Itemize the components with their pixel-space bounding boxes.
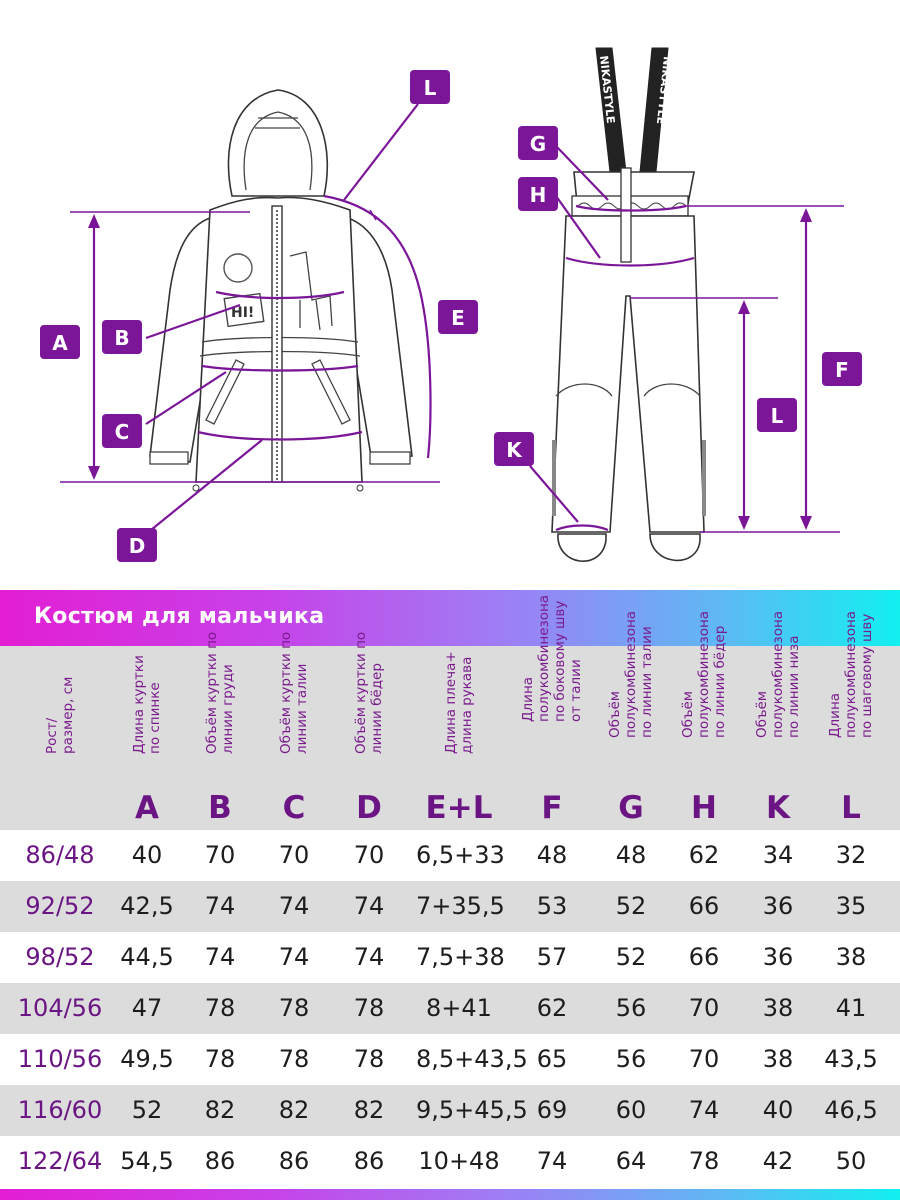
size-cell: 122/64 xyxy=(17,1147,103,1175)
value-cell: 65 xyxy=(536,1045,568,1073)
value-cell: 82 xyxy=(353,1096,385,1124)
value-cell: 46,5 xyxy=(824,1096,878,1124)
value-cell: 86 xyxy=(278,1147,310,1175)
svg-text:F: F xyxy=(835,358,849,382)
svg-text:D: D xyxy=(128,534,146,558)
value-cell: 32 xyxy=(835,841,867,869)
header-col-3 xyxy=(257,631,331,830)
size-cell: 116/60 xyxy=(17,1096,103,1124)
header-letter: D xyxy=(356,790,382,826)
header-label: Длина плеча+ длина рукава xyxy=(443,651,475,754)
svg-text:B: B xyxy=(114,326,130,350)
value-cell: 53 xyxy=(536,892,568,920)
header-label: Объём куртки по линии бёдер xyxy=(353,631,385,754)
value-cell: 8+41 xyxy=(426,994,492,1022)
badge-d xyxy=(117,528,157,562)
value-cell: 42 xyxy=(762,1147,794,1175)
jacket-illustration xyxy=(150,90,412,491)
svg-text:H: H xyxy=(529,183,547,207)
svg-text:G: G xyxy=(529,132,547,156)
table-row xyxy=(0,1034,900,1085)
svg-text:L: L xyxy=(423,76,437,100)
value-cell: 64 xyxy=(615,1147,647,1175)
header-letter: K xyxy=(765,790,791,826)
value-cell: 6,5+33 xyxy=(416,841,505,869)
badge-g xyxy=(518,126,558,160)
value-cell: 38 xyxy=(835,943,867,971)
value-cell: 49,5 xyxy=(120,1045,174,1073)
value-cell: 62 xyxy=(536,994,568,1022)
header-letter: A xyxy=(135,790,159,826)
value-cell: 48 xyxy=(536,841,568,869)
size-cell: 86/48 xyxy=(25,841,95,869)
badge-a xyxy=(40,325,80,359)
value-cell: 38 xyxy=(762,1045,794,1073)
badge-h xyxy=(518,177,558,211)
value-cell: 36 xyxy=(762,892,794,920)
strap-text-right: NIKASTYLE xyxy=(653,55,674,125)
header-letter: E+L xyxy=(425,790,493,826)
badge-e xyxy=(438,300,478,334)
value-cell: 8,5+43,5 xyxy=(416,1045,528,1073)
value-cell: 40 xyxy=(131,841,163,869)
value-cell: 86 xyxy=(204,1147,236,1175)
header-letter: H xyxy=(691,790,717,826)
header-col-1 xyxy=(110,646,184,830)
size-cell: 104/56 xyxy=(17,994,103,1022)
header-letter: C xyxy=(282,790,306,826)
header-label: Объём полукомбинезона по линии низа xyxy=(754,610,802,738)
value-cell: 74 xyxy=(278,892,310,920)
value-cell: 36 xyxy=(762,943,794,971)
header-col-2 xyxy=(183,631,257,830)
value-cell: 74 xyxy=(536,1147,568,1175)
header-col-7 xyxy=(594,610,668,830)
value-cell: 54,5 xyxy=(120,1147,174,1175)
value-cell: 70 xyxy=(204,841,236,869)
header-label: Длина куртки по спинке xyxy=(131,655,163,754)
value-cell: 78 xyxy=(278,994,310,1022)
header-letter: B xyxy=(208,790,232,826)
value-cell: 56 xyxy=(615,1045,647,1073)
table-row xyxy=(0,983,900,1034)
table-row xyxy=(0,881,900,932)
value-cell: 52 xyxy=(615,892,647,920)
value-cell: 50 xyxy=(835,1147,867,1175)
value-cell: 74 xyxy=(688,1096,720,1124)
header-label: Длина полукомбинезона по боковому шву от талии xyxy=(520,594,584,722)
table-row xyxy=(0,1085,900,1136)
value-cell: 86 xyxy=(353,1147,385,1175)
jacket-print-text: HI! xyxy=(231,305,255,321)
badge-l-overalls xyxy=(757,398,797,432)
header-label: Объём полукомбинезона по линии талии xyxy=(607,610,655,738)
banner-title: Костюм для мальчика xyxy=(34,604,325,629)
value-cell: 78 xyxy=(278,1045,310,1073)
badge-k xyxy=(494,432,534,466)
header-letter: F xyxy=(541,790,563,826)
table-row xyxy=(0,830,900,881)
value-cell: 78 xyxy=(353,1045,385,1073)
header-col-4 xyxy=(332,631,406,830)
value-cell: 74 xyxy=(204,943,236,971)
svg-text:K: K xyxy=(506,438,522,462)
value-cell: 38 xyxy=(762,994,794,1022)
header-label: Длина полукомбинезона по шаговому шву xyxy=(827,610,875,738)
value-cell: 10+48 xyxy=(418,1147,500,1175)
badge-l-jacket xyxy=(410,70,450,104)
badge-c xyxy=(102,414,142,448)
overalls-illustration xyxy=(552,48,706,561)
header-label: Рост/ размер, см xyxy=(44,676,76,754)
value-cell: 70 xyxy=(278,841,310,869)
value-cell: 34 xyxy=(762,841,794,869)
value-cell: 70 xyxy=(688,1045,720,1073)
value-cell: 9,5+45,5 xyxy=(416,1096,528,1124)
svg-text:C: C xyxy=(114,420,130,444)
value-cell: 78 xyxy=(688,1147,720,1175)
table-row xyxy=(0,1136,900,1187)
svg-text:A: A xyxy=(52,331,68,355)
value-cell: 48 xyxy=(615,841,647,869)
value-cell: 41 xyxy=(835,994,867,1022)
value-cell: 78 xyxy=(204,994,236,1022)
header-col-9 xyxy=(741,610,815,830)
value-cell: 40 xyxy=(762,1096,794,1124)
value-cell: 60 xyxy=(615,1096,647,1124)
header-col-8 xyxy=(667,610,741,830)
value-cell: 69 xyxy=(536,1096,568,1124)
value-cell: 44,5 xyxy=(120,943,174,971)
svg-text:L: L xyxy=(770,404,784,428)
header-col-0 xyxy=(23,646,97,830)
value-cell: 52 xyxy=(131,1096,163,1124)
strap-text-left: NIKASTYLE xyxy=(597,54,618,125)
value-cell: 57 xyxy=(536,943,568,971)
header-col-6 xyxy=(515,594,589,830)
size-cell: 110/56 xyxy=(17,1045,103,1073)
value-cell: 7,5+38 xyxy=(416,943,505,971)
svg-text:E: E xyxy=(451,306,465,330)
value-cell: 74 xyxy=(204,892,236,920)
header-label: Объём куртки по линии талии xyxy=(278,631,310,754)
value-cell: 56 xyxy=(615,994,647,1022)
badge-b xyxy=(102,320,142,354)
header-letter: L xyxy=(841,790,861,826)
header-letter: G xyxy=(618,790,644,826)
value-cell: 82 xyxy=(204,1096,236,1124)
header-col-10 xyxy=(814,610,888,830)
badge-f xyxy=(822,352,862,386)
header-label: Объём куртки по линии груди xyxy=(204,631,236,754)
value-cell: 74 xyxy=(353,943,385,971)
bottom-gradient-bar xyxy=(0,1189,900,1200)
value-cell: 35 xyxy=(835,892,867,920)
value-cell: 52 xyxy=(615,943,647,971)
value-cell: 47 xyxy=(131,994,163,1022)
value-cell: 78 xyxy=(204,1045,236,1073)
size-cell: 92/52 xyxy=(25,892,95,920)
value-cell: 82 xyxy=(278,1096,310,1124)
value-cell: 70 xyxy=(353,841,385,869)
value-cell: 74 xyxy=(278,943,310,971)
value-cell: 78 xyxy=(353,994,385,1022)
value-cell: 62 xyxy=(688,841,720,869)
header-label: Объём полукомбинезона по линии бёдер xyxy=(680,610,728,738)
measurement-diagram xyxy=(0,0,900,590)
table-row xyxy=(0,932,900,983)
header-col-5 xyxy=(422,646,496,830)
value-cell: 74 xyxy=(353,892,385,920)
value-cell: 66 xyxy=(688,892,720,920)
value-cell: 70 xyxy=(688,994,720,1022)
value-cell: 43,5 xyxy=(824,1045,878,1073)
value-cell: 42,5 xyxy=(120,892,174,920)
value-cell: 7+35,5 xyxy=(416,892,505,920)
size-cell: 98/52 xyxy=(25,943,95,971)
value-cell: 66 xyxy=(688,943,720,971)
